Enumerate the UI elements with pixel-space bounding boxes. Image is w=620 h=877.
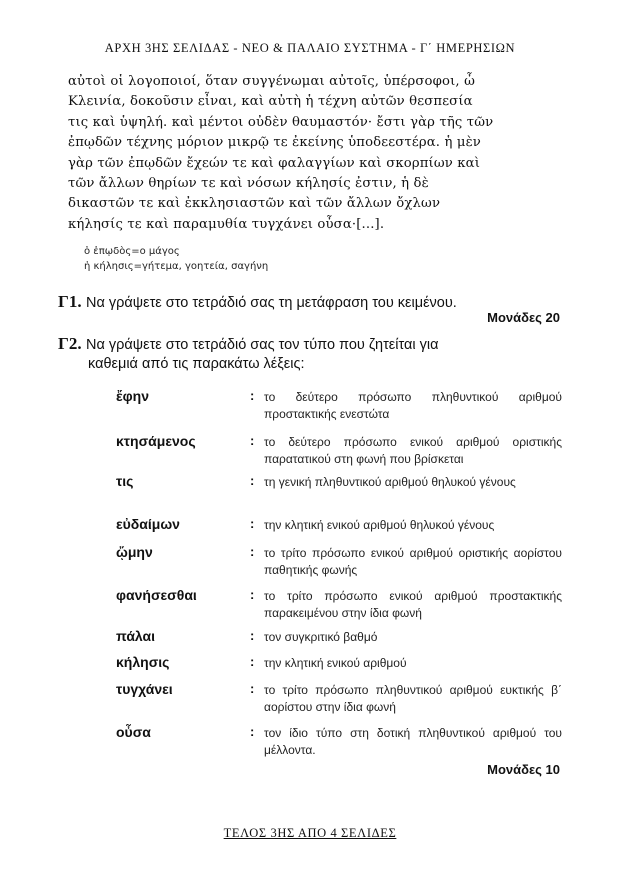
colon-separator: : <box>250 544 255 559</box>
marks-g2: Μονάδες 10 <box>487 762 560 777</box>
passage-line: δικαστῶν τε καὶ ἐκκλησιαστῶν καὶ τῶν ἄλλων ὄχλων <box>68 196 441 212</box>
word-form: τις <box>116 473 134 489</box>
passage-line: κήλησίς τε καὶ παραμυθία τυγχάνει οὖσα·[...]. <box>68 216 385 232</box>
passage-line: τῶν ἄλλων θηρίων τε καὶ νόσων κήλησίς ἐστιν, ἡ δὲ <box>68 176 429 192</box>
word-form: κτησάμενος <box>116 433 196 449</box>
colon-separator: : <box>250 587 255 602</box>
word-instruction: το τρίτο πρόσωπο ενικού αριθμού οριστικής αορίστου παθητικής φωνής <box>264 546 562 577</box>
page-header: ΑΡΧΗ 3ΗΣ ΣΕΛΙΔΑΣ - ΝΕΟ & ΠΑΛΑΙΟ ΣΥΣΤΗΜΑ - Γ΄ ΗΜΕΡΗΣΙΩΝ <box>104 41 516 55</box>
marks-g1: Μονάδες 20 <box>487 310 560 325</box>
word-form: κήλησις <box>116 654 170 670</box>
question-g1 <box>58 292 457 312</box>
passage-line: Κλεινία, δοκοῦσιν εἶναι, καὶ αὐτὴ ἡ τέχνη αὐτῶν θεσπεσία <box>68 94 473 110</box>
page-footer: ΤΕΛΟΣ 3ΗΣ ΑΠΟ 4 ΣΕΛΙΔΕΣ <box>223 826 397 840</box>
colon-separator: : <box>250 388 255 403</box>
question-number: Γ1. <box>58 292 82 311</box>
word-instruction: τον συγκριτικό βαθμό <box>264 630 378 644</box>
question-g2 <box>58 334 560 374</box>
question-text-line2: καθεμιά από τις παρακάτω λέξεις: <box>88 356 305 372</box>
word-form: εὐδαίμων <box>116 516 180 532</box>
word-form: ἔφην <box>116 388 149 404</box>
colon-separator: : <box>250 681 255 696</box>
glossary-note: ὁ ἐπῳδὸς=ο μάγος <box>84 246 180 257</box>
colon-separator: : <box>250 628 255 643</box>
passage-line: γὰρ τῶν ἐπῳδῶν ἔχεών τε καὶ φαλαγγίων καὶ σκορπίων καὶ <box>68 155 481 171</box>
question-number: Γ2. <box>58 334 82 353</box>
glossary-note: ἡ κήλησις=γήτεμα, γοητεία, σαγήνη <box>84 261 269 272</box>
colon-separator: : <box>250 516 255 531</box>
question-text: Να γράψετε στο τετράδιό σας τη μετάφραση του κειμένου. <box>86 295 457 311</box>
word-form: οὖσα <box>116 724 151 740</box>
passage-line: ἐπῳδῶν τέχνης μόριον μικρῷ τε ἐκείνης ὑποδεεστέρα. ἡ μὲν <box>68 135 481 151</box>
passage-line: τις καὶ ὑψηλή. καὶ μέντοι οὐδὲν θαυμαστόν· ἔστι γὰρ τῆς τῶν <box>68 114 494 130</box>
word-form: φανήσεσθαι <box>116 587 197 603</box>
word-form: ᾤμην <box>116 544 153 560</box>
colon-separator: : <box>250 724 255 739</box>
word-form: πάλαι <box>116 628 156 644</box>
colon-separator: : <box>250 433 255 448</box>
word-instruction: τον ίδιο τύπο στη δοτική πληθυντικού αριθμού του μέλλοντα. <box>264 726 562 757</box>
word-instruction: την κλητική ενικού αριθμού <box>264 656 407 670</box>
word-instruction: τη γενική πληθυντικού αριθμού θηλυκού γένους <box>264 475 516 489</box>
word-instruction: το δεύτερο πρόσωπο πληθυντικού αριθμού προστακτικής ενεστώτα <box>264 390 562 421</box>
word-instruction: το δεύτερο πρόσωπο ενικού αριθμού οριστικής παρατατικού στη φωνή που βρίσκεται <box>264 435 562 466</box>
glossary-notes <box>84 244 268 274</box>
colon-separator: : <box>250 654 255 669</box>
passage-line: αὐτοὶ οἱ λογοποιοί, ὅταν συγγένωμαι αὐτοῖς, ὑπέρσοφοι, ὦ <box>68 74 475 89</box>
word-instruction: την κλητική ενικού αριθμού θηλυκού γένους <box>264 518 495 532</box>
word-instruction: το τρίτο πρόσωπο πληθυντικού αριθμού ευκτικής β΄ αορίστου στην ίδια φωνή <box>264 683 562 714</box>
word-instruction: το τρίτο πρόσωπο ενικού αριθμού προστακτικής παρακειμένου στην ίδια φωνή <box>264 589 562 620</box>
colon-separator: : <box>250 473 255 488</box>
ancient-text-passage <box>68 72 560 235</box>
word-form: τυγχάνει <box>116 681 173 697</box>
question-text-line1: Να γράψετε στο τετράδιό σας τον τύπο που ζητείται για <box>86 337 439 353</box>
